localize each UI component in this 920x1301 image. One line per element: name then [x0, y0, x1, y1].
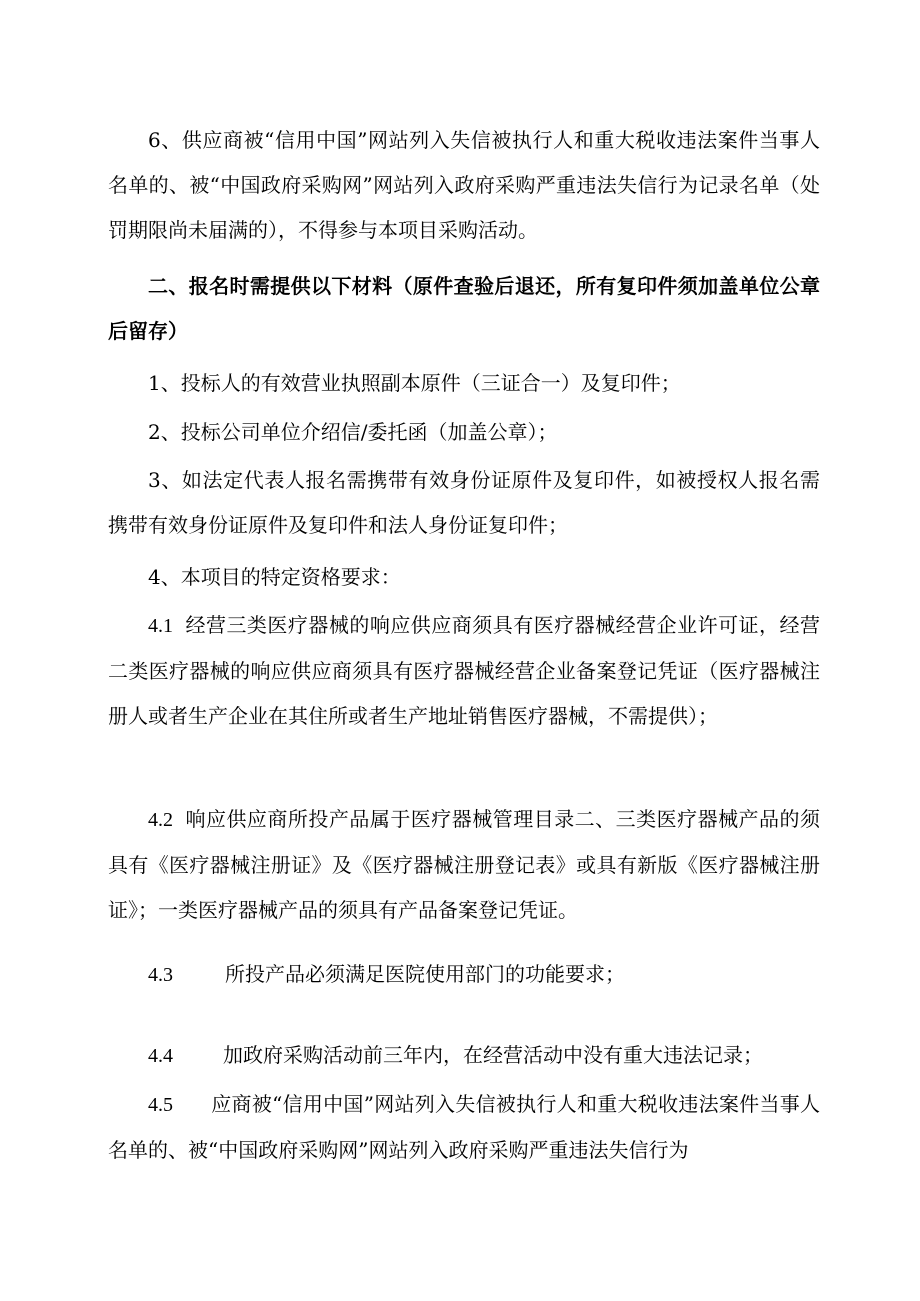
requirement-4-1 [108, 603, 820, 739]
requirement-text: 响应供应商所投产品属于医疗器械管理目录二、三类医疗器械产品的须具有《医疗器械注册证》及《医疗器械注册登记表》或具有新版《医疗器械注册证》；一类医疗器械产品的须具有产品备案登记凭证。 [108, 807, 820, 922]
material-item-text: 1、投标人的有效营业执照副本原件（三证合一）及复印件； [148, 371, 681, 395]
section-heading-text: 二、报名时需提供以下材料（原件查验后退还，所有复印件须加盖单位公章后留存） [108, 274, 820, 343]
material-item-4 [108, 555, 820, 600]
requirement-4-3 [108, 952, 820, 998]
requirement-number: 4.1 [148, 615, 173, 637]
requirement-4-5 [108, 1082, 820, 1173]
paragraph-item-6 [108, 118, 820, 253]
requirement-number: 4.4 [148, 1045, 173, 1067]
section-heading-materials [108, 264, 820, 354]
material-item-text: 4、本项目的特定资格要求： [148, 565, 401, 589]
material-item-3 [108, 458, 820, 548]
material-item-text: 2、投标公司单位介绍信/委托函（加盖公章）； [148, 420, 558, 444]
paragraph-text: 6、供应商被“信用中国”网站列入失信被执行人和重大税收违法案件当事人名单的、被“中国政府采购网”网站列入政府采购严重违法失信行为记录名单（处罚期限尚未届满的），不得参与本项目采购活动。 [108, 128, 820, 242]
requirement-text: 应商被“信用中国”网站列入失信被执行人和重大税收违法案件当事人名单的、被“中国政府采购网”网站列入政府采购严重违法失信行为 [108, 1092, 820, 1162]
requirement-text: 经营三类医疗器械的响应供应商须具有医疗器械经营企业许可证，经营二类医疗器械的响应供应商须具有医疗器械经营企业备案登记凭证（医疗器械注册人或者生产企业在其住所或者生产地址销售医疗器械，不需提供）； [108, 613, 820, 728]
requirement-number: 4.2 [148, 809, 173, 831]
requirement-4-4 [108, 1033, 820, 1079]
requirement-number: 4.3 [148, 964, 173, 986]
requirement-4-2 [108, 797, 820, 933]
requirement-text: 加政府采购活动前三年内，在经营活动中没有重大违法记录； [223, 1043, 763, 1067]
requirement-text: 所投产品必须满足医院使用部门的功能要求； [225, 962, 625, 986]
requirement-number: 4.5 [148, 1094, 173, 1116]
material-item-1 [108, 361, 820, 406]
material-item-2 [108, 410, 820, 455]
material-item-text: 3、如法定代表人报名需携带有效身份证原件及复印件，如被授权人报名需携带有效身份证原件及复印件和法人身份证复印件； [108, 468, 820, 537]
